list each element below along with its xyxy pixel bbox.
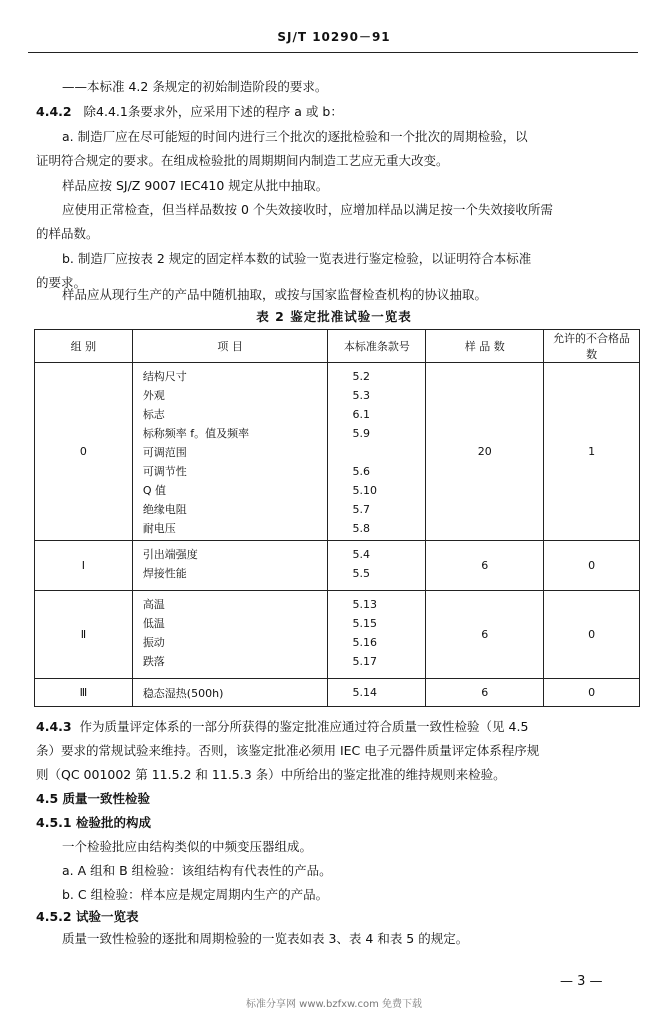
clause-4-4-3-line1 — [36, 718, 528, 736]
item-list — [132, 541, 328, 591]
allowed-defects: 1 — [544, 363, 640, 541]
clause-number: 4.4.3 — [36, 719, 72, 734]
clause-4-4-3-line2: 条）要求的常规试验来维持。否则，该鉴定批准必须用 IEC 电子元器件质量评定体系程序规 — [36, 743, 540, 758]
header-samples: 样 品 数 — [426, 330, 544, 363]
table-row-group-2 — [35, 591, 640, 679]
group-label: 0 — [35, 363, 133, 541]
item: 可调节性 — [142, 465, 187, 478]
clause-number: 4.4.2 — [36, 104, 72, 119]
clause: 5.14 — [328, 679, 426, 707]
item-list — [132, 591, 328, 679]
header-clause: 本标准条款号 — [328, 330, 426, 363]
table-row-group-3 — [35, 679, 640, 707]
table-row-group-0 — [35, 363, 640, 541]
allowed-defects: 0 — [544, 679, 640, 707]
paragraph-normal-inspection-line2: 的样品数。 — [36, 226, 99, 241]
clause: 6.1 — [352, 408, 370, 421]
paragraph-sampling: 样品应按 SJ/Z 9007 IEC410 规定从批中抽取。 — [62, 178, 329, 193]
item: Q 值 — [142, 484, 166, 497]
item: 外观 — [142, 389, 165, 402]
qualification-test-table — [34, 329, 640, 707]
item: 稳态湿热(500h) — [132, 679, 328, 707]
clause: 5.4 — [352, 548, 370, 561]
sample-count: 20 — [426, 363, 544, 541]
clause: 5.15 — [352, 617, 377, 630]
paragraph-b-line2: 的要求。 — [36, 275, 87, 290]
section-4-5-heading: 4.5 质量一致性检验 — [36, 791, 150, 806]
clause-list — [328, 363, 426, 541]
header-group: 组 别 — [35, 330, 133, 363]
item: 低温 — [142, 617, 165, 630]
clause: 5.17 — [352, 655, 377, 668]
clause: 5.16 — [352, 636, 377, 649]
table-row-group-1 — [35, 541, 640, 591]
item: 标称频率 f。值及频率 — [142, 427, 250, 440]
group-label: Ⅲ — [35, 679, 133, 707]
header-rule — [28, 52, 638, 53]
paragraph-normal-inspection-line1: 应使用正常检查，但当样品数按 0 个失效接收时，应增加样品以满足按一个失效接收所需 — [62, 202, 553, 217]
sample-count: 6 — [426, 541, 544, 591]
clause: 5.13 — [352, 598, 377, 611]
paragraph-a-line1: a. 制造厂应在尽可能短的时间内进行三个批次的逐批检验和一个批次的周期检验，以 — [62, 129, 528, 144]
clause — [332, 443, 421, 462]
section-4-5-1-item-b: b. C 组检验：样本应是规定周期内生产的产品。 — [62, 887, 329, 902]
group-label: Ⅰ — [35, 541, 133, 591]
paragraph-random-sampling: 样品应从现行生产的产品中随机抽取，或按与国家监督检查机构的协议抽取。 — [62, 287, 488, 302]
item: 标志 — [142, 408, 165, 421]
clause: 5.9 — [352, 427, 370, 440]
clause-list — [328, 541, 426, 591]
paragraph-initial-stage: ——本标准 4.2 条规定的初始制造阶段的要求。 — [62, 79, 328, 94]
item: 结构尺寸 — [142, 370, 187, 383]
clause-4-4-2 — [36, 103, 343, 121]
clause: 5.10 — [352, 484, 377, 497]
watermark-footer: 标准分享网 www.bzfxw.com 免费下载 — [246, 999, 422, 1010]
table-caption: 表 2 鉴定批准试验一览表 — [256, 309, 412, 324]
clause-4-4-3-line3: 则（QC 001002 第 11.5.2 和 11.5.3 条）中所给出的鉴定批准的维持规则来检验。 — [36, 767, 506, 782]
item-list — [132, 363, 328, 541]
page-number: — 3 — — [560, 974, 603, 989]
allowed-defects: 0 — [544, 591, 640, 679]
clause: 5.8 — [352, 522, 370, 535]
item: 焊接性能 — [142, 567, 187, 580]
item: 绝缘电阻 — [142, 503, 187, 516]
paragraph-b-line1: b. 制造厂应按表 2 规定的固定样本数的试验一览表进行鉴定检验，以证明符合本标准 — [62, 251, 532, 266]
sample-count: 6 — [426, 679, 544, 707]
clause: 5.6 — [352, 465, 370, 478]
header-allowed-defects: 允许的不合格品数 — [544, 330, 640, 363]
clause: 5.5 — [352, 567, 370, 580]
clause: 5.7 — [352, 503, 370, 516]
table-header-row — [35, 330, 640, 363]
item: 高温 — [142, 598, 165, 611]
group-label: Ⅱ — [35, 591, 133, 679]
header-item: 项 目 — [132, 330, 328, 363]
clause-list — [328, 591, 426, 679]
clause: 5.2 — [352, 370, 370, 383]
section-4-5-1-item-a: a. A 组和 B 组检验：该组结构有代表性的产品。 — [62, 863, 332, 878]
clause: 5.3 — [352, 389, 370, 402]
item: 跌落 — [142, 655, 165, 668]
paragraph-a-line2: 证明符合规定的要求。在组成检验批的周期期间内制造工艺应无重大改变。 — [36, 153, 449, 168]
section-4-5-2-heading: 4.5.2 试验一览表 — [36, 909, 139, 924]
sample-count: 6 — [426, 591, 544, 679]
section-4-5-1-heading: 4.5.1 检验批的构成 — [36, 815, 151, 830]
allowed-defects: 0 — [544, 541, 640, 591]
clause-text: 除4.4.1条要求外，应采用下述的程序 a 或 b： — [83, 104, 343, 119]
standard-number-header: SJ/T 10290－91 — [277, 30, 391, 44]
clause-text: 作为质量评定体系的一部分所获得的鉴定批准应通过符合质量一致性检验（见 4.5 — [79, 719, 529, 734]
item: 引出端强度 — [142, 548, 198, 561]
item: 耐电压 — [142, 522, 176, 535]
item: 可调范围 — [142, 446, 187, 459]
section-4-5-1-text: 一个检验批应由结构类似的中频变压器组成。 — [62, 839, 313, 854]
section-4-5-2-text: 质量一致性检验的逐批和周期检验的一览表如表 3、表 4 和表 5 的规定。 — [62, 931, 469, 946]
item: 振动 — [142, 636, 165, 649]
